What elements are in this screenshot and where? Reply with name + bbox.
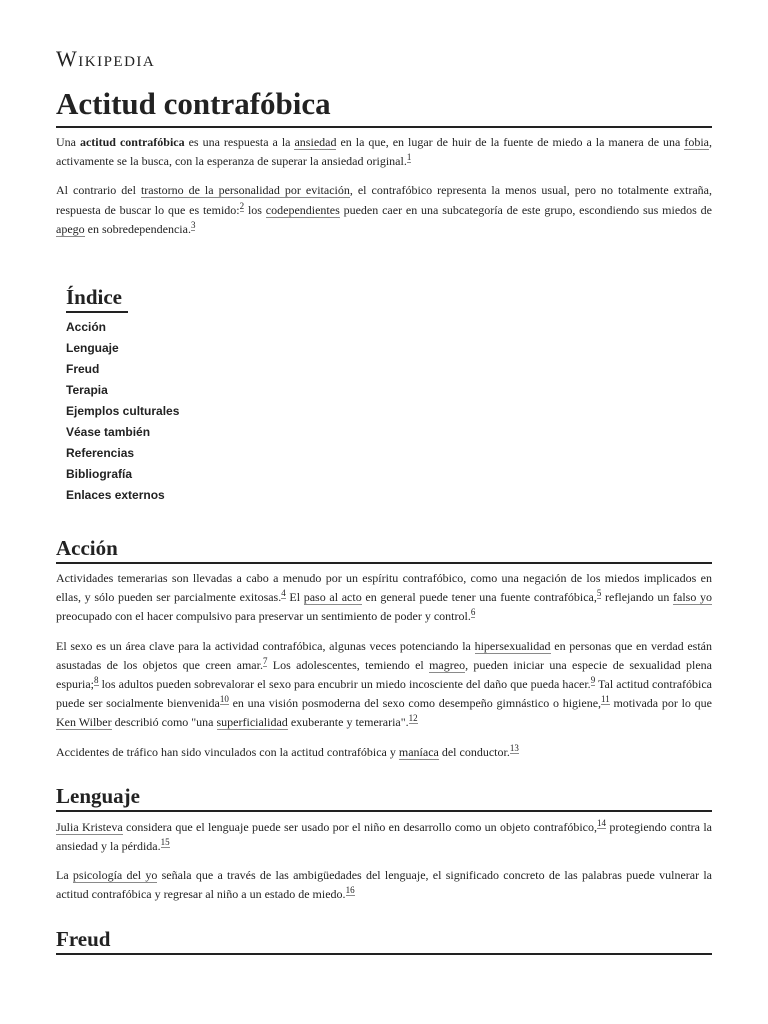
reference-9[interactable]: 9 [590, 675, 596, 686]
intro-paragraph-2: Al contrario del trastorno de la personalidad por evitación, el contrafóbico representa la menos usual, pero no totalmente extraña, respuesta de buscar lo que es temido:$^2$ los codependientes pueden caer en una subcategoría de este grupo, escondiendo sus miedos de apego en sobredependencia.$^3$ [56, 183, 712, 236]
accion-paragraph-2: El sexo es un área clave para la actividad contrafóbica, algunas veces potenciando la hipersexualidad en personas que en verdad están asustadas de los objetos que creen amar.$^7$ Los adolescentes, temiendo el magreo, pueden iniciar una especie de sexualidad plena espuria;$^8$ los adultos pueden sobrevalorar el sexo para encubrir un miedo incosciente del daño que pueda hacer.$^9$ Tal actitud contrafóbica puede ser socialmente bienvenida$^{10}$ en una visión posmoderna del sexo como desempeño gimnástico o higiene,$^{11}$ motivada por lo que Ken Wilber describió como "una superficialidad exuberante y temeraria".$^{12}$ [56, 638, 713, 730]
reference-10[interactable]: 10 [219, 694, 229, 705]
toc-item[interactable]: Acción [66, 320, 107, 335]
link-psicologia-del-yo[interactable]: psicología del yo [72, 868, 158, 883]
link-paso-al-acto[interactable]: paso al acto [303, 590, 362, 605]
wikipedia-logo[interactable]: Wikipedia [56, 46, 156, 71]
toc-item[interactable]: Freud [66, 362, 100, 377]
link-codependientes[interactable]: codependientes [265, 202, 340, 217]
link-magreo[interactable]: magreo [429, 657, 466, 672]
lenguaje-paragraph-1: Julia Kristeva considera que el lenguaje puede ser usado por el niño en desarrollo como un objeto contrafóbico,$^{14}$ protegiendo contra la ansiedad y la pérdida.$^{15}$ [56, 817, 713, 854]
reference-4[interactable]: 4 [281, 588, 286, 599]
link-superficialidad[interactable]: superficialidad [216, 715, 288, 730]
toc-item[interactable]: Ejemplos culturales [66, 404, 180, 419]
reference-12[interactable]: 12 [408, 713, 418, 724]
toc-heading: Índice [66, 283, 128, 313]
link-maniaca[interactable]: maníaca [398, 744, 439, 759]
link-ken-wilber[interactable]: Ken Wilber [56, 715, 112, 730]
toc-item[interactable]: Véase también [66, 425, 151, 440]
link-falso-yo[interactable]: falso yo [673, 590, 713, 605]
toc-list [66, 317, 712, 506]
reference-7[interactable]: 7 [262, 655, 268, 666]
link-ansiedad[interactable]: ansiedad [294, 135, 337, 149]
intro-paragraph-1: Una actitud contrafóbica es una respuesta a la ansiedad en la que, en lugar de huir de la fuente de miedo a la manera de una fobia, activamente se la busca, con la esperanza de superar la ansiedad original.$^1$ [56, 135, 712, 169]
reference-8[interactable]: 8 [94, 675, 99, 686]
toc-item[interactable]: Bibliografía [66, 467, 133, 482]
reference-15[interactable]: 15 [160, 837, 170, 848]
link-apego[interactable]: apego [56, 221, 85, 236]
reference-14[interactable]: 14 [597, 817, 607, 828]
section-heading-lenguaje: Lenguaje [56, 782, 712, 812]
toc-item[interactable]: Lenguaje [66, 341, 119, 356]
table-of-contents [66, 283, 712, 506]
bold-term: actitud contrafóbica [79, 135, 185, 149]
page-title: Actitud contrafóbica [56, 84, 712, 128]
link-fobia[interactable]: fobia [684, 135, 709, 149]
reference-16[interactable]: 16 [345, 885, 355, 896]
accion-paragraph-1: Actividades temerarias son llevadas a cabo a menudo por un espíritu contrafóbico, como una negación de los miedos implicados en ellas, y sólo pueden ser parcialmente exitosas.$^4$ El paso al acto en general puede tener una fuente contrafóbica,$^5$ reflejando un falso yo preocupado con el hacer compulsivo para preservar un sentimiento de poder y control.$^6$ [56, 571, 713, 624]
toc-item[interactable]: Enlaces externos [66, 488, 165, 503]
reference-6[interactable]: 6 [470, 607, 476, 618]
link-trastorno-evitacion[interactable]: trastorno de la personalidad por evitación [140, 183, 350, 198]
accion-paragraph-3: Accidentes de tráfico han sido vinculados con la actitud contrafóbica y maníaca del conductor.$^{13}$ [56, 742, 519, 759]
reference-11[interactable]: 11 [601, 694, 610, 705]
reference-2[interactable]: 2 [239, 200, 245, 211]
toc-item[interactable]: Terapia [66, 383, 108, 398]
reference-13[interactable]: 13 [509, 742, 519, 753]
link-hipersexualidad[interactable]: hipersexualidad [474, 638, 551, 653]
reference-1[interactable]: 1 [406, 152, 412, 163]
article-content [56, 84, 712, 955]
reference-3[interactable]: 3 [190, 219, 196, 230]
section-heading-accion: Acción [56, 534, 712, 564]
toc-item[interactable]: Referencias [66, 446, 135, 461]
link-julia-kristeva[interactable]: Julia Kristeva [56, 819, 123, 834]
reference-5[interactable]: 5 [596, 588, 602, 599]
lenguaje-paragraph-2: La psicología del yo señala que a través de las ambigüedades del lenguaje, el significado concreto de las palabras puede vulnerar la actitud contrafóbica y regresar al niño a un estado de miedo.$^{16}$ [56, 868, 712, 902]
section-heading-freud: Freud [56, 925, 712, 955]
